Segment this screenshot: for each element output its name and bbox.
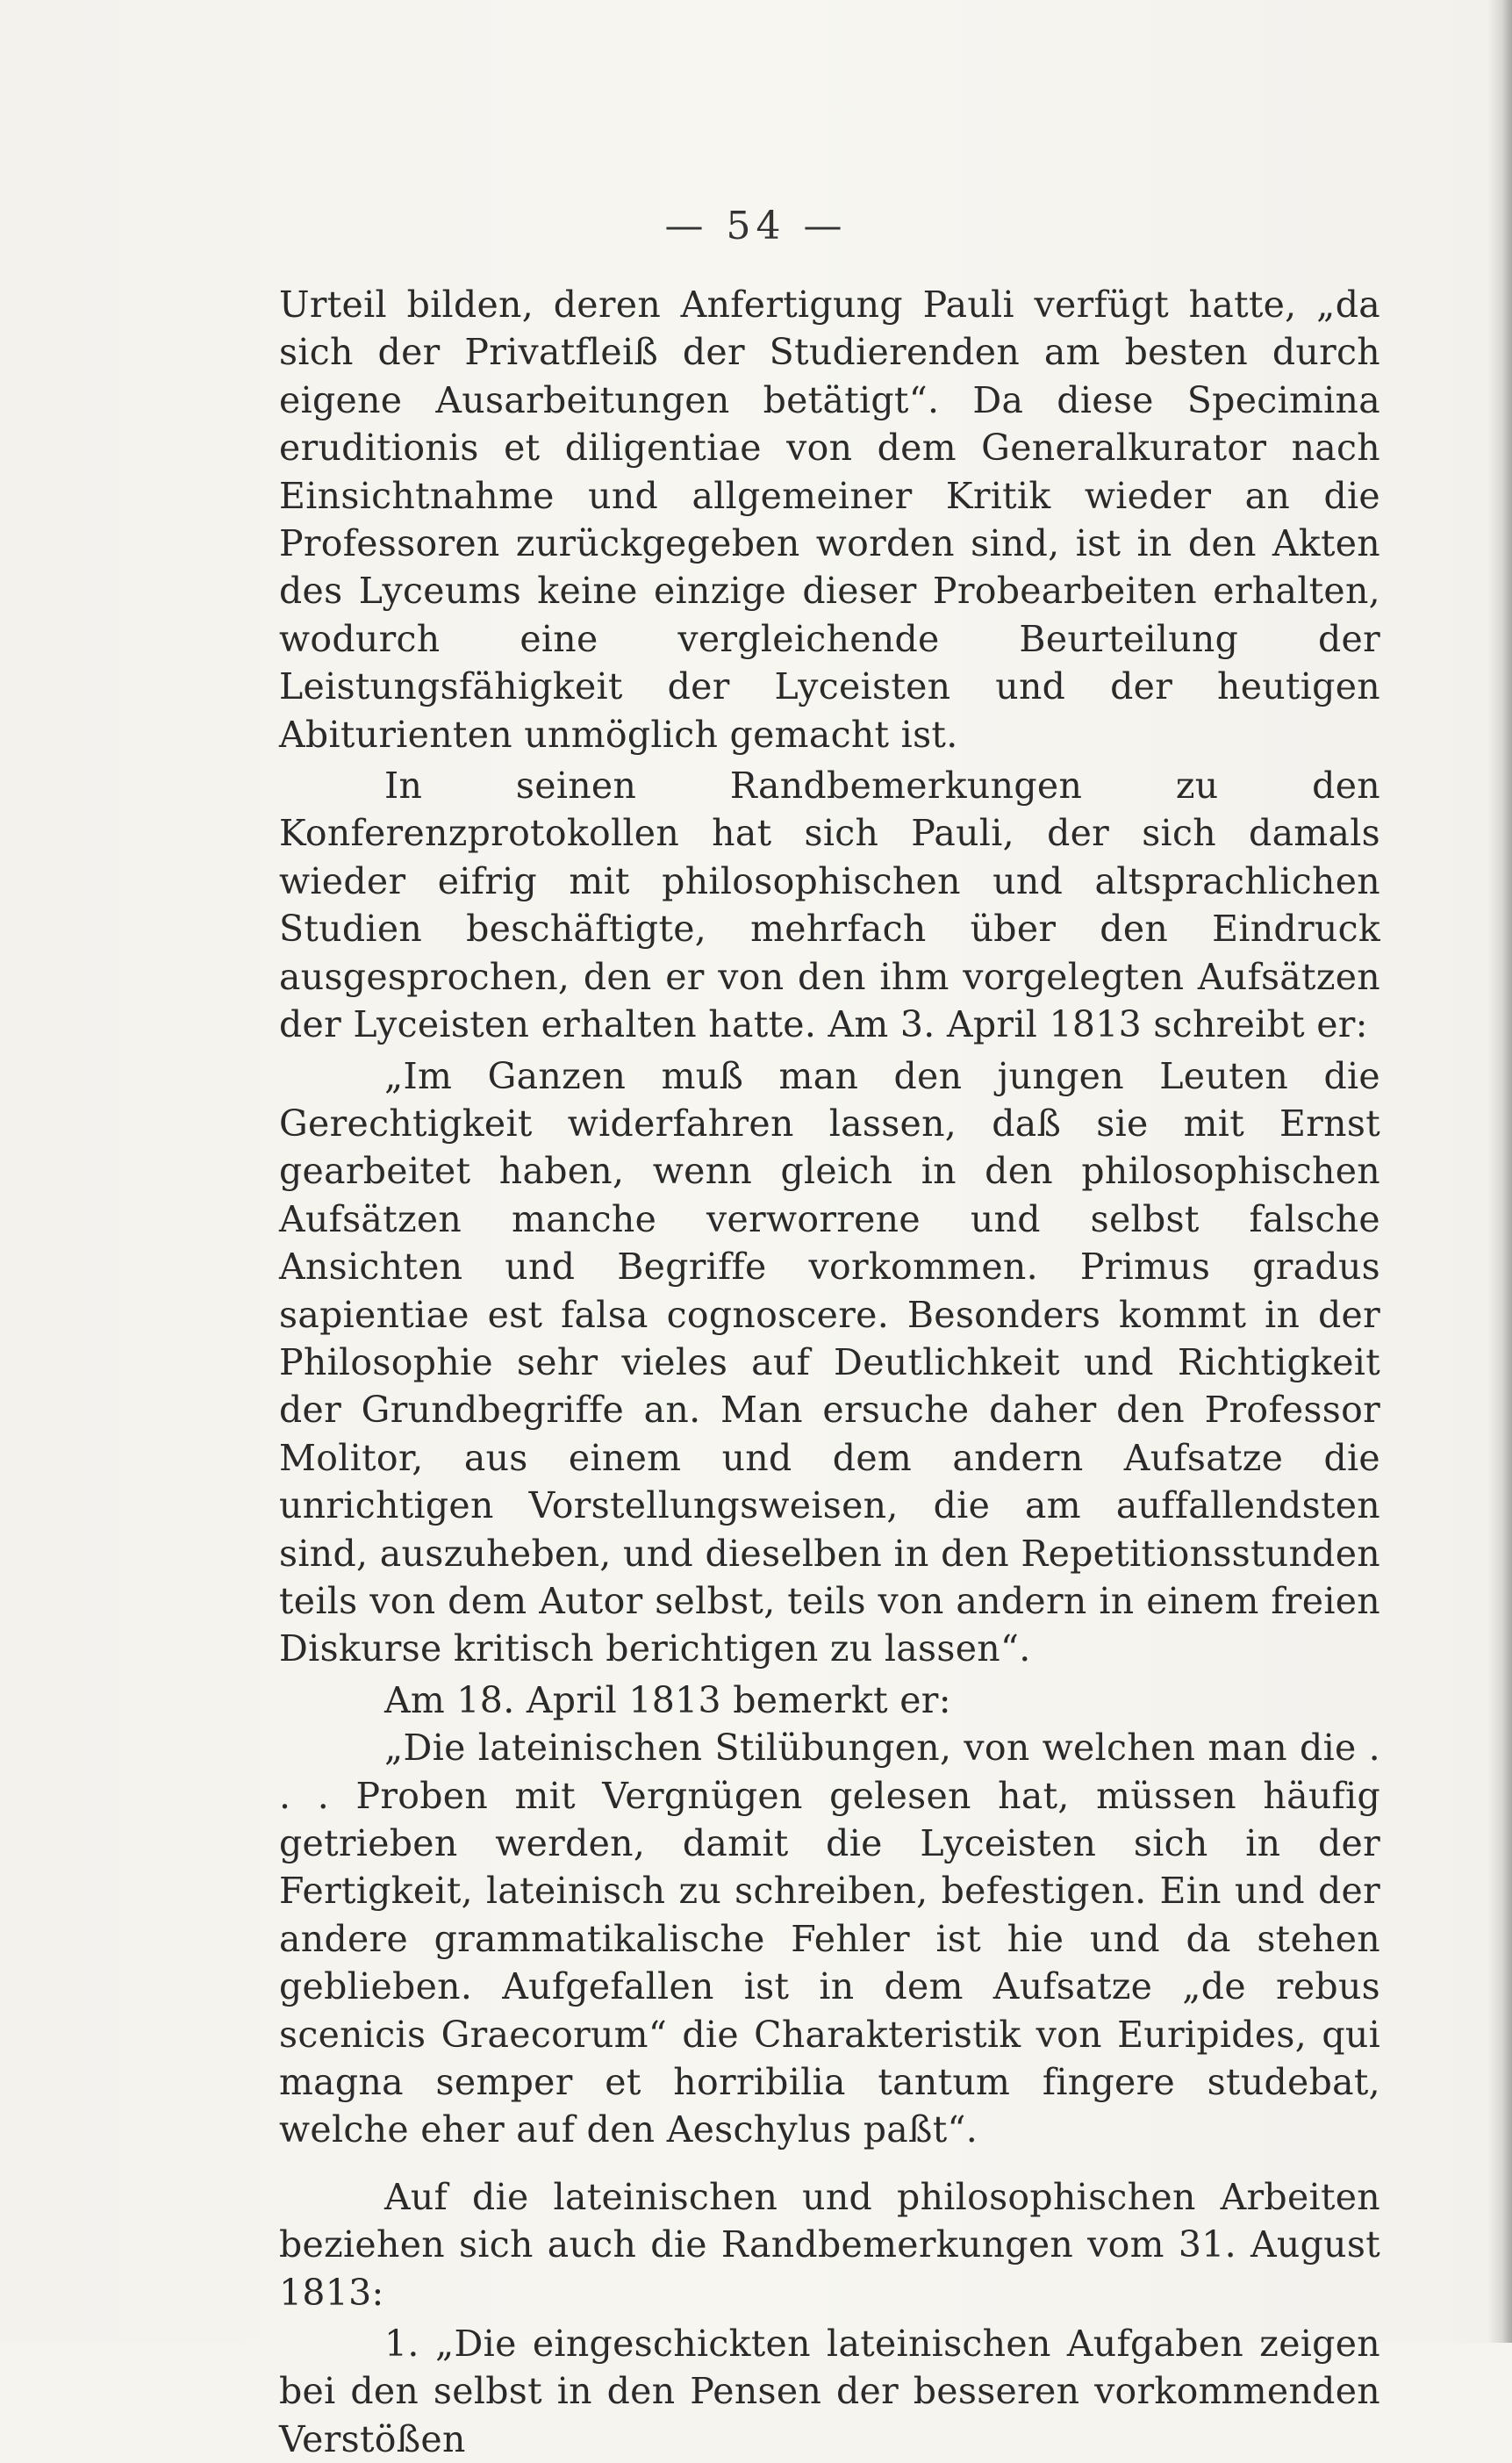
- body-text: [279, 281, 1380, 2463]
- paragraph-6: Auf die lateinischen und philosophischen Arbeiten beziehen sich auch die Randbemerkungen vom 31. August 1813:: [279, 2175, 1380, 2314]
- paragraph-7-list-item: 1. „Die eingeschickten lateinischen Aufgaben zeigen bei den selbst in den Pensen der besseren vorkommenden Verstößen: [279, 2323, 1380, 2460]
- paragraph-3-quote: „Im Ganzen muß man den jungen Leuten die Gerechtigkeit widerfahren lassen, daß sie mit Ernst gearbeitet haben, wenn gleich in den philosophischen Aufsätzen manche verworrene und selbst falsche Ansichten und Begriffe vorkommen. Primus gradus sapientiae est falsa cognoscere. Besonders kommt in der Philosophie sehr vieles auf Deutlichkeit und Richtigkeit der Grundbegriffe an. Man ersuche daher den Professor Molitor, aus einem und dem andern Aufsatze die unrichtigen Vorstellungsweisen, die am auffallendsten sind, auszuheben, und dieselben in den Repetitionsstunden teils von dem Autor selbst, teils von andern in einem freien Diskurse kritisch berichtigen zu lassen“.: [279, 1054, 1380, 1670]
- page-number: — 54 —: [664, 204, 848, 248]
- paragraph-2: In seinen Randbemerkungen zu den Konferenzprotokollen hat sich Pauli, der sich damals wieder eifrig mit philosophischen und altsprachlichen Studien beschäftigte, mehrfach über den Eindruck ausgesprochen, den er von den ihm vorgelegten Aufsätzen der Lyceisten erhalten hatte. Am 3. April 1813 schreibt er:: [279, 765, 1380, 1046]
- page-edge-shadow: [1487, 0, 1512, 2343]
- paragraph-1: Urteil bilden, deren Anfertigung Pauli verfügt hatte, „da sich der Privatfleiß der Studierenden am besten durch eigene Ausarbeitungen betätigt“. Da diese Specimina eruditionis et diligentiae von dem Generalkurator nach Einsichtnahme und allgemeiner Kritik wieder an die Professoren zurückgegeben worden sind, ist in den Akten des Lyceums keine einzige dieser Probearbeiten erhalten, wodurch eine vergleichende Beurteilung der Leistungsfähigkeit der Lyceisten und der heutigen Abiturienten unmöglich gemacht ist.: [279, 284, 1380, 756]
- paragraph-4: Am 18. April 1813 bemerkt er:: [384, 1678, 951, 1721]
- paragraph-5-quote: „Die lateinischen Stilübungen, von welchen man die . . . Proben mit Vergnügen gelesen hat, müssen häufig getrieben werden, damit die Lyceisten sich in der Fertigkeit, lateinisch zu schreiben, befestigen. Ein und der andere grammatikalische Fehler ist hie und da stehen geblieben. Aufgefallen ist in dem Aufsatze „de rebus scenicis Graecorum“ die Charakteristik von Euripides, qui magna semper et horribilia tantum fingere studebat, welche eher auf den Aeschylus paßt“.: [279, 1727, 1380, 2151]
